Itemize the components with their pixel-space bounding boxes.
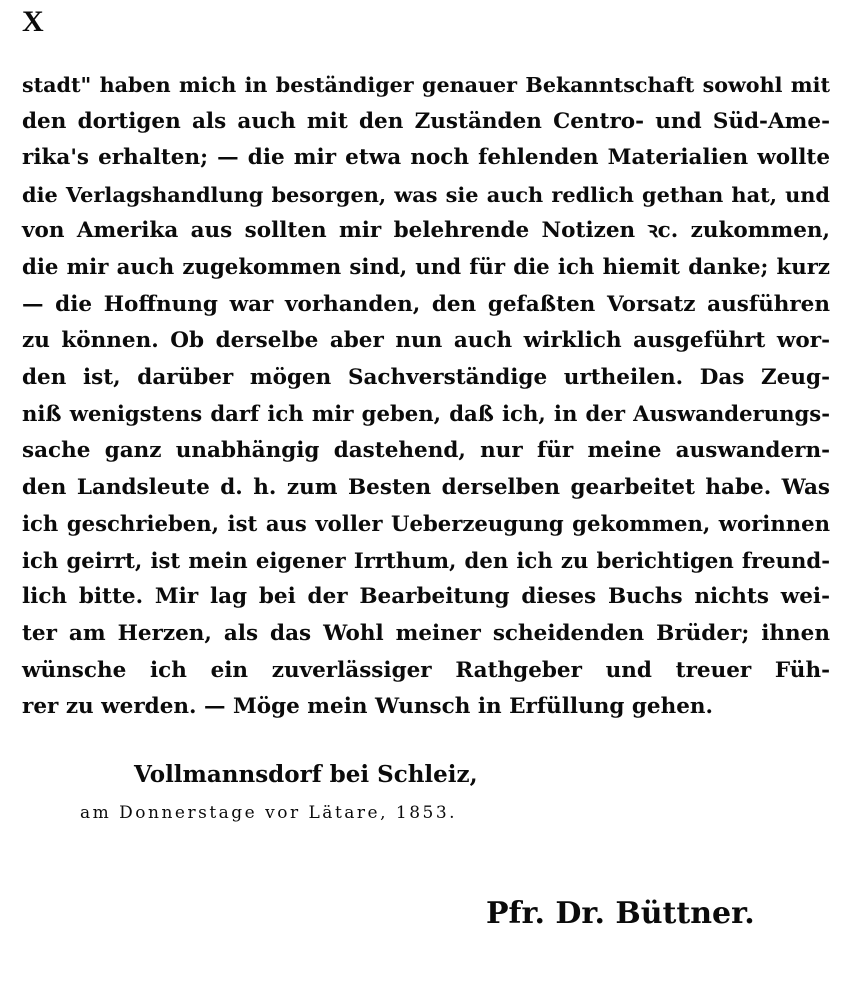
page-number: X	[22, 5, 45, 38]
text-line: zu können. Ob derselbe aber nun auch wirklich ausgeführt wor-	[22, 328, 830, 354]
text-line: stadt" haben mich in beständiger genauer Bekanntschaft sowohl mit	[22, 73, 830, 97]
closing-date: am Donnerstage vor Lätare, 1853.	[80, 803, 458, 823]
text-line: ter am Herzen, als das Wohl meiner scheidenden Brüder; ihnen	[22, 620, 830, 646]
text-line: — die Hoffnung war vorhanden, den gefaßten Vorsatz ausführen	[22, 291, 830, 317]
text-line: von Amerika aus sollten mir belehrende Notizen ꝛc. zukommen,	[22, 218, 830, 244]
text-line: niß wenigstens darf ich mir geben, daß ich, in der Auswanderungs-	[22, 401, 830, 427]
text-line: die mir auch zugekommen sind, und für die ich hiemit danke; kurz	[22, 254, 830, 280]
text-line: lich bitte. Mir lag bei der Bearbeitung dieses Buchs nichts wei-	[22, 584, 830, 610]
text-line: den ist, darüber mögen Sachverständige urtheilen. Das Zeug-	[22, 364, 830, 390]
text-line: den Landsleute d. h. zum Besten derselben gearbeitet habe. Was	[22, 474, 830, 500]
closing-place: Vollmannsdorf bei Schleiz,	[134, 761, 478, 788]
text-line: den dortigen als auch mit den Zuständen Centro- und Süd-Ame-	[22, 108, 830, 134]
text-line: rika's erhalten; — die mir etwa noch fehlenden Materialien wollte	[22, 145, 830, 171]
preface-body-text	[22, 67, 830, 726]
text-line: ich geirrt, ist mein eigener Irrthum, den ich zu berichtigen freund-	[22, 547, 830, 573]
text-line: wünsche ich ein zuverlässiger Rathgeber und treuer Füh-	[22, 657, 830, 683]
text-line: die Verlagshandlung besorgen, was sie auch redlich gethan hat, und	[22, 181, 830, 207]
text-line-last: rer zu werden. — Möge mein Wunsch in Erfüllung gehen.	[22, 694, 713, 720]
text-line: sache ganz unabhängig dastehend, nur für meine auswandern-	[22, 437, 830, 463]
text-line: ich geschrieben, ist aus voller Ueberzeugung gekommen, worinnen	[22, 511, 830, 537]
author-signature: Pfr. Dr. Büttner.	[486, 896, 755, 931]
